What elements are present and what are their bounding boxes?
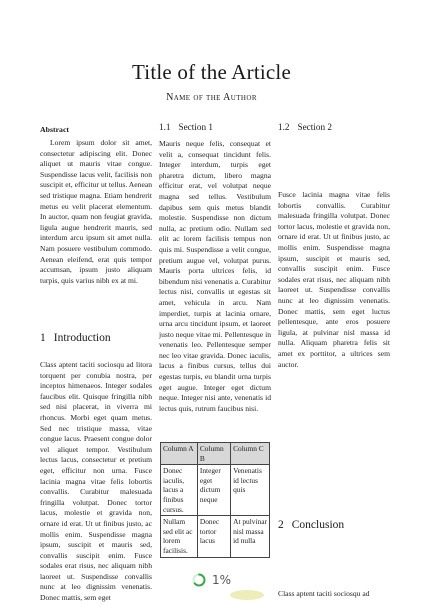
progress-ring-icon — [192, 573, 206, 587]
table-header-cell: Column A — [161, 443, 198, 465]
table-cell: At pulvinar nisl massa id nulla — [231, 516, 270, 557]
abstract-text: Lorem ipsum dolor sit amet, consectetur adipiscing elit. Donec aliquet ut mauris vitae congue. Suspendisse lacus velit, facilisis non suscipit et, efficitur ut tellus. Aenean sed tristique magna. Etiam hendrerit metus eu velit placerat elementum. In auctor, quam non feugiat gravida, ligula augue hendrerit mauris, sed interdum arcu ipsum sit amet nulla. Nam posuere vestibulum commodo. Aenean eleifend, erat quis tempor accumsan, ipsum justo aliquam turpis, quis varius nibh ex at mi. — [40, 138, 152, 285]
article-title: Title of the Article — [132, 60, 291, 84]
table-cell: Donec tortor lacus — [197, 516, 230, 557]
section-heading-1-2 — [278, 122, 332, 132]
conclusion-body — [278, 589, 390, 600]
introduction-text: Class aptent taciti sociosqu ad litora torquent per conubia nostra, per inceptos himenaeos. Integer sodales faucibus elit. Quisque fringilla nibh sed nisi placerat, in viverra mi rhoncus. Morbi eget quam metus. Sed nec tristique massa, vitae congue lacus. Praesent congue dolor vel aliquet tempor. Vestibulum lectus lacus, consectetur et pretium eget, efficitur non urna. Fusce lacinia magna vitae felis lobortis convallis. Curabitur malesuada fringilla volutpat. Donec tortor lacus, molestie et gravida non, ornare id erat. Ut ut finibus justo, ac mollis enim. Suspendisse magna ipsum, suscipit et mauris sed, convallis suscipit enim. Fusce sodales erat risus, nec aliquam nibh laoreet ut. Suspendisse convallis nunc at leo dignissim venenatis. Donec mattis, sem eget — [40, 360, 152, 603]
section-heading-conclusion — [278, 519, 344, 531]
section-heading-introduction — [40, 332, 111, 344]
section-1-1-text: Mauris neque felis, consequat et velit a, consequat tincidunt felis. Integer interdum, turpis eget pharetra dictum, libero magna efficitur erat, vel volutpat neque magna sed tellus. Vestibulum dapibus sem quis metus blandit molestie. Suspendisse non dictum nulla, ac pretium odio. Nullam sed elit ac lorem facilisis tempus non quis mi. Suspendisse a velit congue, pretium augue vel, volutpat purus. Mauris porta ultrices felis, id bibendum nisi venenatis a. Curabitur lectus nisi, convallis ut egestas sit amet, vehicula in arcu. Nam imperdiet, turpis at lacinia ornare, urna arcu tincidunt ipsum, et laoreet justo neque vitae mi. Pellentesque in venenatis leo. Pellentesque semper nec leo vitae gravida. Donec iaculis, lacus a finibus cursus, tellus dui egestas turpis, eu blandit urna turpis eget augue. Integer eget dictum neque. Integer nisi ante, venenatis id lectus quis, rutrum faucibus nisi. — [159, 139, 271, 413]
table-row — [161, 516, 270, 557]
section-title: Introduction — [53, 332, 111, 344]
section-number: 1.1 — [159, 122, 171, 132]
loading-indicator — [192, 573, 231, 587]
abstract-text-block — [40, 138, 152, 286]
table-cell: Integer eget dictum neque — [197, 465, 230, 516]
table-cell: Nullam sed elit ac lorem facilisis. — [161, 516, 198, 557]
section-title: Section 2 — [297, 122, 332, 132]
section-1-1-body — [159, 139, 271, 414]
introduction-body — [40, 360, 152, 604]
section-title: Section 1 — [178, 122, 213, 132]
table-header-cell: Column B — [197, 443, 230, 465]
decorative-blob — [230, 590, 264, 600]
section-1-2-body — [278, 190, 390, 370]
section-heading-1-1 — [159, 122, 213, 132]
section-number: 1.2 — [278, 122, 290, 132]
progress-percent: 1% — [212, 573, 232, 587]
section-title: Conclusion — [291, 519, 345, 531]
data-table — [160, 442, 270, 558]
conclusion-text: Class aptent taciti sociosqu ad — [278, 589, 370, 598]
section-number: 2 — [278, 519, 284, 531]
section-number: 1 — [40, 332, 46, 344]
table-cell: Donec iaculis, lacus a finibus cursus. — [161, 465, 198, 516]
section-1-2-text: Fusce lacinia magna vitae felis lobortis convallis. Curabitur malesuada fringilla volutpat. Donec tortor lacus, molestie et gravida non, ornare id erat. Ut ut finibus justo, ac mollis enim. Suspendisse magna ipsum, suscipit et mauris sed, convallis suscipit enim. Fusce sodales erat risus, nec aliquam nibh laoreet ut. Suspendisse convallis nunc at leo dignissim venenatis. Donec mattis, sem eget luctus pellentesque, ante eros posuere ligula, at pulvinar nisl massa id nulla. Aliquam pharetra felis sit amet ex porttitor, a ultrices sem auctor. — [278, 190, 390, 369]
table-header-row — [161, 443, 270, 465]
table-header-cell: Column C — [231, 443, 270, 465]
table-cell: Venenatis id lectus quis — [231, 465, 270, 516]
abstract-heading: Abstract — [40, 125, 70, 134]
article-author: Name of the Author — [166, 92, 257, 103]
table-row — [161, 465, 270, 516]
